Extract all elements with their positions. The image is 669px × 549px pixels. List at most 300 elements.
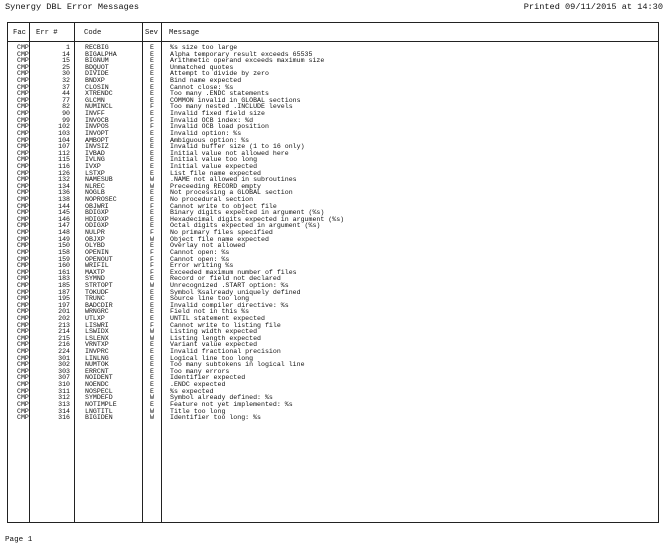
cell-fac: CMP bbox=[17, 136, 29, 144]
table-row bbox=[8, 157, 658, 164]
cell-message: Symbol %salready uniquely defined bbox=[170, 288, 301, 296]
cell-err: 302 bbox=[58, 361, 70, 369]
cell-code: OPENIN bbox=[85, 248, 109, 256]
cell-sev: E bbox=[150, 156, 154, 164]
header-divider bbox=[8, 41, 658, 42]
cell-err: 303 bbox=[58, 367, 70, 375]
cell-fac: CMP bbox=[17, 96, 29, 104]
cell-sev: E bbox=[150, 169, 154, 177]
cell-fac: CMP bbox=[17, 387, 29, 395]
cell-err: 307 bbox=[58, 374, 70, 382]
cell-err: 138 bbox=[58, 196, 70, 204]
cell-message: Identifier too long: %s bbox=[170, 414, 262, 422]
cell-message: Octal digits expected in argument (%s) bbox=[170, 222, 321, 230]
cell-err: 147 bbox=[58, 222, 70, 230]
cell-sev: F bbox=[150, 116, 154, 124]
table-row bbox=[8, 164, 658, 171]
cell-sev: E bbox=[150, 341, 154, 349]
cell-sev: F bbox=[150, 103, 154, 111]
cell-sev: W bbox=[150, 182, 154, 190]
cell-message: Error writing %s bbox=[170, 262, 234, 270]
cell-sev: E bbox=[150, 162, 154, 170]
cell-message: Ambiguous option: %s bbox=[170, 136, 250, 144]
cell-err: 112 bbox=[58, 149, 70, 157]
cell-err: 25 bbox=[62, 63, 70, 71]
cell-code: LNGTITL bbox=[85, 407, 113, 415]
cell-fac: CMP bbox=[17, 341, 29, 349]
cell-code: INVPRC bbox=[85, 348, 109, 356]
cell-fac: CMP bbox=[17, 242, 29, 250]
cell-code: ODIGXP bbox=[85, 222, 109, 230]
cell-fac: CMP bbox=[17, 215, 29, 223]
cell-message: Too many nested .INCLUDE levels bbox=[170, 103, 293, 111]
cell-err: 316 bbox=[58, 414, 70, 422]
cell-fac: CMP bbox=[17, 77, 29, 85]
cell-code: NLREC bbox=[85, 182, 105, 190]
cell-err: 104 bbox=[58, 136, 70, 144]
cell-fac: CMP bbox=[17, 202, 29, 210]
cell-fac: CMP bbox=[17, 314, 29, 322]
cell-sev: W bbox=[150, 281, 154, 289]
cell-err: 216 bbox=[58, 341, 70, 349]
cell-sev: E bbox=[150, 77, 154, 85]
cell-message: Initial value too long bbox=[170, 156, 258, 164]
cell-message: Attempt to divide by zero bbox=[170, 70, 269, 78]
cell-fac: CMP bbox=[17, 374, 29, 382]
cell-message: Invalid fixed field size bbox=[170, 110, 265, 118]
cell-err: 159 bbox=[58, 255, 70, 263]
cell-code: BIGNUM bbox=[85, 57, 109, 65]
cell-fac: CMP bbox=[17, 209, 29, 217]
cell-code: OBJWRI bbox=[85, 202, 109, 210]
cell-message: Cannot close: %s bbox=[170, 83, 234, 91]
cell-code: INVOCB bbox=[85, 116, 109, 124]
cell-message: Cannot write to object file bbox=[170, 202, 277, 210]
cell-sev: E bbox=[150, 70, 154, 78]
cell-sev: E bbox=[150, 196, 154, 204]
cell-err: 136 bbox=[58, 189, 70, 197]
table-row bbox=[8, 177, 658, 184]
cell-sev: F bbox=[150, 123, 154, 131]
cell-code: ERRCNT bbox=[85, 367, 109, 375]
cell-code: IVXP bbox=[85, 162, 101, 170]
cell-fac: CMP bbox=[17, 196, 29, 204]
cell-fac: CMP bbox=[17, 367, 29, 375]
cell-message: %s size too large bbox=[170, 44, 238, 51]
cell-err: 214 bbox=[58, 328, 70, 336]
cell-err: 161 bbox=[58, 268, 70, 276]
table-row bbox=[8, 290, 658, 297]
cell-code: NOSPECL bbox=[85, 387, 113, 395]
cell-err: 144 bbox=[58, 202, 70, 210]
cell-sev: E bbox=[150, 400, 154, 408]
cell-code: NOENDC bbox=[85, 381, 109, 389]
cell-sev: E bbox=[150, 136, 154, 144]
cell-sev: E bbox=[150, 57, 154, 65]
cell-fac: CMP bbox=[17, 63, 29, 71]
cell-sev: E bbox=[150, 90, 154, 98]
column-header-fac: Fac bbox=[13, 29, 26, 37]
cell-err: 310 bbox=[58, 381, 70, 389]
cell-code: VRNTXP bbox=[85, 341, 109, 349]
cell-err: 44 bbox=[62, 90, 70, 98]
cell-err: 132 bbox=[58, 176, 70, 184]
table-row bbox=[8, 223, 658, 230]
cell-message: Source line too long bbox=[170, 295, 250, 303]
cell-sev: E bbox=[150, 301, 154, 309]
cell-sev: W bbox=[150, 407, 154, 415]
cell-err: 215 bbox=[58, 334, 70, 342]
table-row bbox=[8, 309, 658, 316]
cell-fac: CMP bbox=[17, 149, 29, 157]
cell-err: 32 bbox=[62, 77, 70, 85]
cell-message: Listing length expected bbox=[170, 334, 262, 342]
cell-err: 185 bbox=[58, 281, 70, 289]
cell-code: LISWRI bbox=[85, 321, 109, 329]
cell-message: Too many .ENDC statements bbox=[170, 90, 269, 98]
cell-sev: F bbox=[150, 262, 154, 270]
cell-code: TOKUDF bbox=[85, 288, 109, 296]
cell-fac: CMP bbox=[17, 268, 29, 276]
cell-fac: CMP bbox=[17, 222, 29, 230]
cell-err: 150 bbox=[58, 242, 70, 250]
cell-code: MAXTP bbox=[85, 268, 105, 276]
cell-message: Cannot open: %s bbox=[170, 248, 230, 256]
cell-err: 158 bbox=[58, 248, 70, 256]
cell-message: Invalid fractional precision bbox=[170, 348, 281, 356]
cell-message: List file name expected bbox=[170, 169, 262, 177]
cell-err: 195 bbox=[58, 295, 70, 303]
cell-code: RECBIG bbox=[85, 44, 109, 51]
cell-message: Identifier expected bbox=[170, 374, 246, 382]
cell-fac: CMP bbox=[17, 414, 29, 422]
cell-fac: CMP bbox=[17, 235, 29, 243]
cell-sev: E bbox=[150, 361, 154, 369]
cell-fac: CMP bbox=[17, 116, 29, 124]
report-title: Synergy DBL Error Messages bbox=[5, 2, 140, 12]
cell-sev: F bbox=[150, 321, 154, 329]
cell-message: Too many errors bbox=[170, 367, 230, 375]
cell-err: 115 bbox=[58, 156, 70, 164]
cell-err: 107 bbox=[58, 143, 70, 151]
cell-fac: CMP bbox=[17, 83, 29, 91]
cell-code: SYMDEFD bbox=[85, 394, 113, 402]
cell-message: Feature not yet implemented: %s bbox=[170, 400, 293, 408]
cell-err: 103 bbox=[58, 129, 70, 137]
cell-err: 202 bbox=[58, 314, 70, 322]
cell-sev: E bbox=[150, 275, 154, 283]
cell-message: Listing width expected bbox=[170, 328, 258, 336]
cell-err: 224 bbox=[58, 348, 70, 356]
cell-code: INVOPT bbox=[85, 129, 109, 137]
cell-fac: CMP bbox=[17, 321, 29, 329]
cell-message: .NAME not allowed in subroutines bbox=[170, 176, 297, 184]
printed-date: Printed 09/11/2015 at 14:30 bbox=[523, 2, 663, 12]
cell-message: Invalid OCB load position bbox=[170, 123, 269, 131]
cell-code: UTLXP bbox=[85, 314, 105, 322]
cell-sev: W bbox=[150, 176, 154, 184]
cell-code: GLCMN bbox=[85, 96, 105, 104]
cell-err: 30 bbox=[62, 70, 70, 78]
cell-sev: E bbox=[150, 44, 154, 51]
table-row bbox=[8, 237, 658, 244]
cell-err: 102 bbox=[58, 123, 70, 131]
cell-sev: E bbox=[150, 295, 154, 303]
cell-sev: W bbox=[150, 235, 154, 243]
error-table bbox=[7, 22, 659, 523]
table-row bbox=[8, 184, 658, 191]
cell-fac: CMP bbox=[17, 295, 29, 303]
cell-fac: CMP bbox=[17, 381, 29, 389]
cell-sev: E bbox=[150, 83, 154, 91]
cell-code: NULPR bbox=[85, 229, 105, 237]
cell-err: 312 bbox=[58, 394, 70, 402]
cell-message: Initial value not allowed here bbox=[170, 149, 289, 157]
cell-err: 15 bbox=[62, 57, 70, 65]
table-row bbox=[8, 144, 658, 151]
cell-sev: E bbox=[150, 222, 154, 230]
cell-err: 213 bbox=[58, 321, 70, 329]
cell-fac: CMP bbox=[17, 176, 29, 184]
cell-message: .ENDC expected bbox=[170, 381, 226, 389]
cell-sev: E bbox=[150, 143, 154, 151]
page-number: Page 1 bbox=[5, 536, 33, 544]
cell-err: 116 bbox=[58, 162, 70, 170]
cell-sev: F bbox=[150, 229, 154, 237]
cell-err: 145 bbox=[58, 209, 70, 217]
cell-message: No procedural section bbox=[170, 196, 254, 204]
cell-code: LSWIDX bbox=[85, 328, 109, 336]
cell-fac: CMP bbox=[17, 354, 29, 362]
cell-sev: E bbox=[150, 110, 154, 118]
cell-code: BDIGXP bbox=[85, 209, 109, 217]
cell-message: Field not in this %s bbox=[170, 308, 250, 316]
cell-err: 14 bbox=[62, 50, 70, 58]
cell-fac: CMP bbox=[17, 281, 29, 289]
cell-code: BIGIDEN bbox=[85, 414, 113, 422]
table-body bbox=[8, 45, 658, 422]
cell-fac: CMP bbox=[17, 103, 29, 111]
cell-code: INVPOS bbox=[85, 123, 109, 131]
cell-message: Overlay not allowed bbox=[170, 242, 246, 250]
cell-sev: F bbox=[150, 268, 154, 276]
cell-message: Record or field not declared bbox=[170, 275, 281, 283]
cell-fac: CMP bbox=[17, 275, 29, 283]
cell-fac: CMP bbox=[17, 262, 29, 270]
cell-sev: E bbox=[150, 354, 154, 362]
column-header-err: Err # bbox=[36, 29, 58, 37]
cell-code: NOTIMPLE bbox=[85, 400, 117, 408]
cell-sev: F bbox=[150, 248, 154, 256]
cell-err: 311 bbox=[58, 387, 70, 395]
cell-sev: E bbox=[150, 209, 154, 217]
cell-message: Unmatched quotes bbox=[170, 63, 234, 71]
cell-err: 201 bbox=[58, 308, 70, 316]
cell-sev: E bbox=[150, 129, 154, 137]
cell-sev: E bbox=[150, 242, 154, 250]
cell-code: INVFF bbox=[85, 110, 105, 118]
cell-code: LINLNG bbox=[85, 354, 109, 362]
cell-err: 146 bbox=[58, 215, 70, 223]
cell-fac: CMP bbox=[17, 229, 29, 237]
cell-message: Title too long bbox=[170, 407, 226, 415]
cell-fac: CMP bbox=[17, 394, 29, 402]
cell-err: 126 bbox=[58, 169, 70, 177]
cell-sev: E bbox=[150, 387, 154, 395]
cell-fac: CMP bbox=[17, 189, 29, 197]
cell-message: Preceeding RECORD empty bbox=[170, 182, 262, 190]
cell-code: NAMESUB bbox=[85, 176, 113, 184]
cell-err: 1 bbox=[66, 44, 70, 51]
cell-sev: E bbox=[150, 308, 154, 316]
cell-message: Initial value expected bbox=[170, 162, 258, 170]
cell-fac: CMP bbox=[17, 156, 29, 164]
cell-code: XTRENDC bbox=[85, 90, 113, 98]
cell-sev: W bbox=[150, 394, 154, 402]
cell-message: Invalid OCB index: %d bbox=[170, 116, 254, 124]
cell-message: Exceeded maximum number of files bbox=[170, 268, 297, 276]
cell-sev: E bbox=[150, 367, 154, 375]
cell-code: LSLENX bbox=[85, 334, 109, 342]
cell-message: No primary files specified bbox=[170, 229, 273, 237]
table-row bbox=[8, 151, 658, 158]
table-row bbox=[8, 415, 658, 422]
cell-code: OBJXP bbox=[85, 235, 105, 243]
cell-fac: CMP bbox=[17, 129, 29, 137]
cell-message: Alpha temporary result exceeds 65535 bbox=[170, 50, 313, 58]
table-row bbox=[8, 104, 658, 111]
cell-message: Binary digits expected in argument (%s) bbox=[170, 209, 325, 217]
table-row bbox=[8, 71, 658, 78]
cell-code: AMBOPT bbox=[85, 136, 109, 144]
cell-message: Unrecognized .START option: %s bbox=[170, 281, 289, 289]
cell-code: DIVIDE bbox=[85, 70, 109, 78]
cell-sev: E bbox=[150, 96, 154, 104]
cell-code: LSTXP bbox=[85, 169, 105, 177]
cell-code: NOIDENT bbox=[85, 374, 113, 382]
cell-code: WRNGRC bbox=[85, 308, 109, 316]
cell-err: 148 bbox=[58, 229, 70, 237]
cell-err: 149 bbox=[58, 235, 70, 243]
cell-code: IVBAD bbox=[85, 149, 105, 157]
cell-err: 99 bbox=[62, 116, 70, 124]
cell-message: UNTIL statement expected bbox=[170, 314, 265, 322]
cell-fac: CMP bbox=[17, 348, 29, 356]
cell-message: COMMON invalid in GLOBAL sections bbox=[170, 96, 301, 104]
cell-message: Hexadecimal digits expected in argument (%s) bbox=[170, 215, 345, 223]
cell-fac: CMP bbox=[17, 44, 29, 51]
cell-err: 314 bbox=[58, 407, 70, 415]
cell-fac: CMP bbox=[17, 50, 29, 58]
cell-message: Variant value expected bbox=[170, 341, 258, 349]
cell-err: 37 bbox=[62, 83, 70, 91]
cell-err: 134 bbox=[58, 182, 70, 190]
cell-sev: E bbox=[150, 348, 154, 356]
cell-code: BNDXP bbox=[85, 77, 105, 85]
cell-sev: F bbox=[150, 202, 154, 210]
cell-sev: E bbox=[150, 381, 154, 389]
cell-sev: W bbox=[150, 334, 154, 342]
cell-err: 160 bbox=[58, 262, 70, 270]
cell-sev: E bbox=[150, 374, 154, 382]
cell-fac: CMP bbox=[17, 400, 29, 408]
cell-sev: E bbox=[150, 50, 154, 58]
cell-fac: CMP bbox=[17, 334, 29, 342]
cell-message: Not processing a GLOBAL section bbox=[170, 189, 293, 197]
cell-message: Invalid compiler directive: %s bbox=[170, 301, 289, 309]
cell-code: WRIFIL bbox=[85, 262, 109, 270]
cell-code: OPENOUT bbox=[85, 255, 113, 263]
table-row bbox=[8, 270, 658, 277]
cell-message: Logical line too long bbox=[170, 354, 254, 362]
cell-fac: CMP bbox=[17, 123, 29, 131]
cell-code: BIGALPHA bbox=[85, 50, 117, 58]
cell-fac: CMP bbox=[17, 182, 29, 190]
cell-code: HDIGXP bbox=[85, 215, 109, 223]
cell-fac: CMP bbox=[17, 248, 29, 256]
cell-message: Bind name expected bbox=[170, 77, 242, 85]
cell-fac: CMP bbox=[17, 90, 29, 98]
cell-message: Invalid option: %s bbox=[170, 129, 242, 137]
cell-sev: E bbox=[150, 63, 154, 71]
table-row bbox=[8, 263, 658, 270]
column-header-message: Message bbox=[169, 29, 200, 37]
cell-code: NOGLB bbox=[85, 189, 105, 197]
cell-code: IVLNG bbox=[85, 156, 105, 164]
table-row bbox=[8, 91, 658, 98]
cell-sev: W bbox=[150, 328, 154, 336]
cell-code: SYMND bbox=[85, 275, 105, 283]
cell-err: 82 bbox=[62, 103, 70, 111]
cell-code: OLYBD bbox=[85, 242, 105, 250]
cell-sev: E bbox=[150, 215, 154, 223]
cell-code: BDQUOT bbox=[85, 63, 109, 71]
table-row bbox=[8, 230, 658, 237]
cell-err: 313 bbox=[58, 400, 70, 408]
cell-message: Too many subtokens in logical line bbox=[170, 361, 305, 369]
cell-code: NOPROSEC bbox=[85, 196, 117, 204]
cell-fac: CMP bbox=[17, 308, 29, 316]
cell-code: TRUNC bbox=[85, 295, 105, 303]
cell-sev: E bbox=[150, 288, 154, 296]
cell-code: INVSIZ bbox=[85, 143, 109, 151]
cell-message: Cannot write to listing file bbox=[170, 321, 281, 329]
cell-err: 77 bbox=[62, 96, 70, 104]
cell-fac: CMP bbox=[17, 70, 29, 78]
cell-message: Cannot open: %s bbox=[170, 255, 230, 263]
cell-fac: CMP bbox=[17, 288, 29, 296]
cell-sev: E bbox=[150, 149, 154, 157]
cell-err: 187 bbox=[58, 288, 70, 296]
cell-code: NUMINCL bbox=[85, 103, 113, 111]
cell-fac: CMP bbox=[17, 162, 29, 170]
cell-fac: CMP bbox=[17, 407, 29, 415]
cell-sev: W bbox=[150, 414, 154, 422]
cell-code: STRTOPT bbox=[85, 281, 113, 289]
cell-message: %s expected bbox=[170, 387, 214, 395]
cell-code: NUMTOK bbox=[85, 361, 109, 369]
column-header-sev: Sev bbox=[145, 29, 158, 37]
cell-fac: CMP bbox=[17, 143, 29, 151]
cell-sev: F bbox=[150, 255, 154, 263]
cell-fac: CMP bbox=[17, 301, 29, 309]
cell-fac: CMP bbox=[17, 169, 29, 177]
cell-err: 301 bbox=[58, 354, 70, 362]
column-header-code: Code bbox=[84, 29, 102, 37]
cell-fac: CMP bbox=[17, 110, 29, 118]
cell-err: 183 bbox=[58, 275, 70, 283]
cell-fac: CMP bbox=[17, 57, 29, 65]
